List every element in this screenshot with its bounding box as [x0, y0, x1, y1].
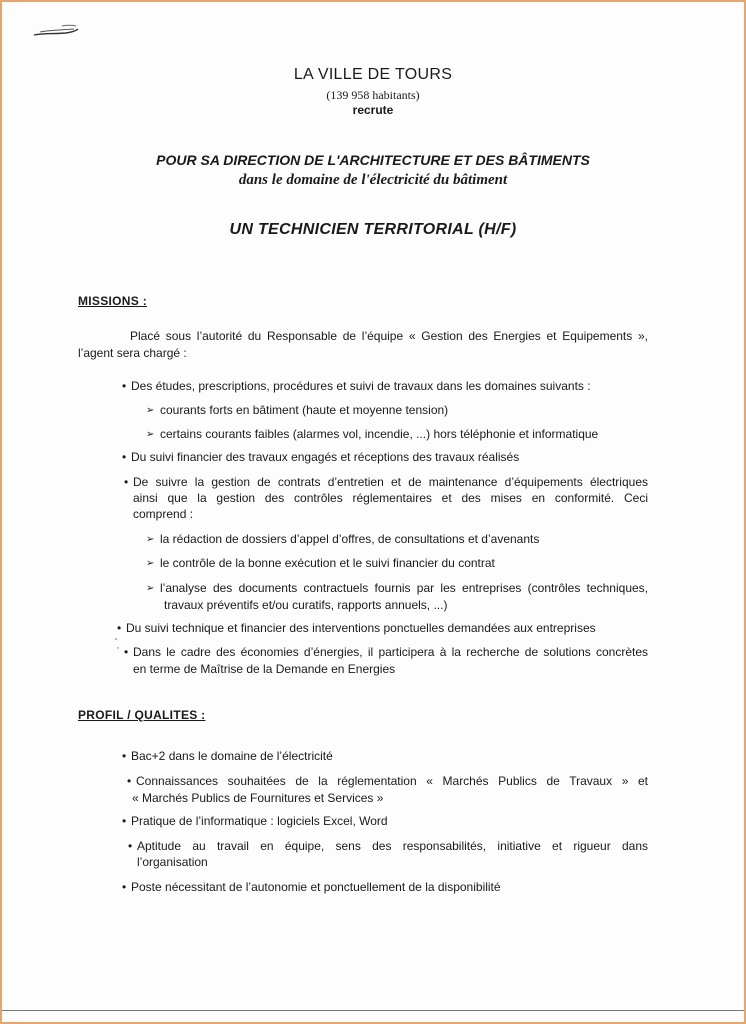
missions-intro-line2: l’agent sera chargé :: [78, 346, 187, 360]
profile-item-availability: • Poste nécessitant de l’autonomie et ponctuellement de la disponibilité: [131, 879, 501, 896]
missions-heading: MISSIONS :: [78, 294, 148, 308]
missions-sub-low-current: ➢ certains courants faibles (alarmes vol, incendie, ...) hors téléphonie et informatique: [160, 426, 598, 443]
recruits-label: recrute: [352, 103, 394, 117]
missions-sub-high-current: ➢ courants forts en bâtiment (haute et moyenne tension): [160, 402, 448, 419]
direction-title: POUR SA DIRECTION DE L'ARCHITECTURE ET DES BÂTIMENTS: [156, 152, 590, 168]
missions-sub-analysis-line2: travaux préventifs et/ou curatifs, rapports annuels, ...): [164, 598, 448, 612]
profile-item-regulations-line2: « Marchés Publics de Fournitures et Services »: [132, 791, 384, 805]
missions-bullet-energy-line2: en terme de Maîtrise de la Demande en Energies: [133, 662, 396, 676]
missions-bullet-contracts-line1: • De suivre la gestion de contrats d’entretien et de maintenance d’équipements électriques: [133, 474, 648, 491]
missions-bullet-studies: • Des études, prescriptions, procédures et suivi de travaux dans les domaines suivants :: [131, 378, 591, 395]
missions-sub-execution: ➢ le contrôle de la bonne exécution et le suivi financier du contrat: [160, 555, 495, 572]
missions-bullet-energy-line1: • Dans le cadre des économies d’énergies, il participera à la recherche de solutions concrètes: [133, 644, 648, 661]
profile-item-teamwork-line1: • Aptitude au travail en équipe, sens des responsabilités, initiative et rigueur dans: [137, 838, 648, 855]
job-title: UN TECHNICIEN TERRITORIAL (H/F): [229, 221, 517, 238]
domain-subtitle: dans le domaine de l'électricité du bâtiment: [238, 172, 508, 188]
missions-bullet-financial: • Du suivi financier des travaux engagés et réceptions des travaux réalisés: [131, 449, 519, 466]
missions-sub-analysis-line1: ➢ l’analyse des documents contractuels fournis par les entreprises (contrôles techniques,: [160, 580, 648, 597]
missions-bullet-contracts-line2: ainsi que la gestion des contrôles réglementaires et des mises en conformité. Ceci: [133, 491, 648, 505]
scan-artifact-mark: [32, 20, 80, 40]
population-note: (139 958 habitants): [326, 88, 420, 102]
profile-heading: PROFIL / QUALITES :: [78, 708, 206, 722]
page-title: LA VILLE DE TOURS: [293, 66, 453, 83]
profile-item-regulations-line1: • Connaissances souhaitées de la réglementation « Marchés Publics de Travaux » et: [136, 773, 648, 790]
profile-item-teamwork-line2: l’organisation: [137, 855, 208, 869]
missions-intro-line1: Placé sous l’autorité du Responsable de l’équipe « Gestion des Energies et Equipements »,: [130, 329, 648, 343]
bottom-rule: [2, 1010, 744, 1011]
missions-bullet-contracts-line3: comprend :: [133, 507, 194, 521]
profile-item-software: • Pratique de l’informatique : logiciels Excel, Word: [131, 813, 388, 830]
missions-bullet-technical: • Du suivi technique et financier des interventions ponctuelles demandées aux entreprises: [126, 620, 596, 637]
missions-sub-tenders: ➢ la rédaction de dossiers d’appel d’offres, de consultations et d’avenants: [160, 531, 539, 548]
scan-specks: [114, 636, 120, 656]
profile-item-education: • Bac+2 dans le domaine de l’électricité: [131, 748, 333, 765]
